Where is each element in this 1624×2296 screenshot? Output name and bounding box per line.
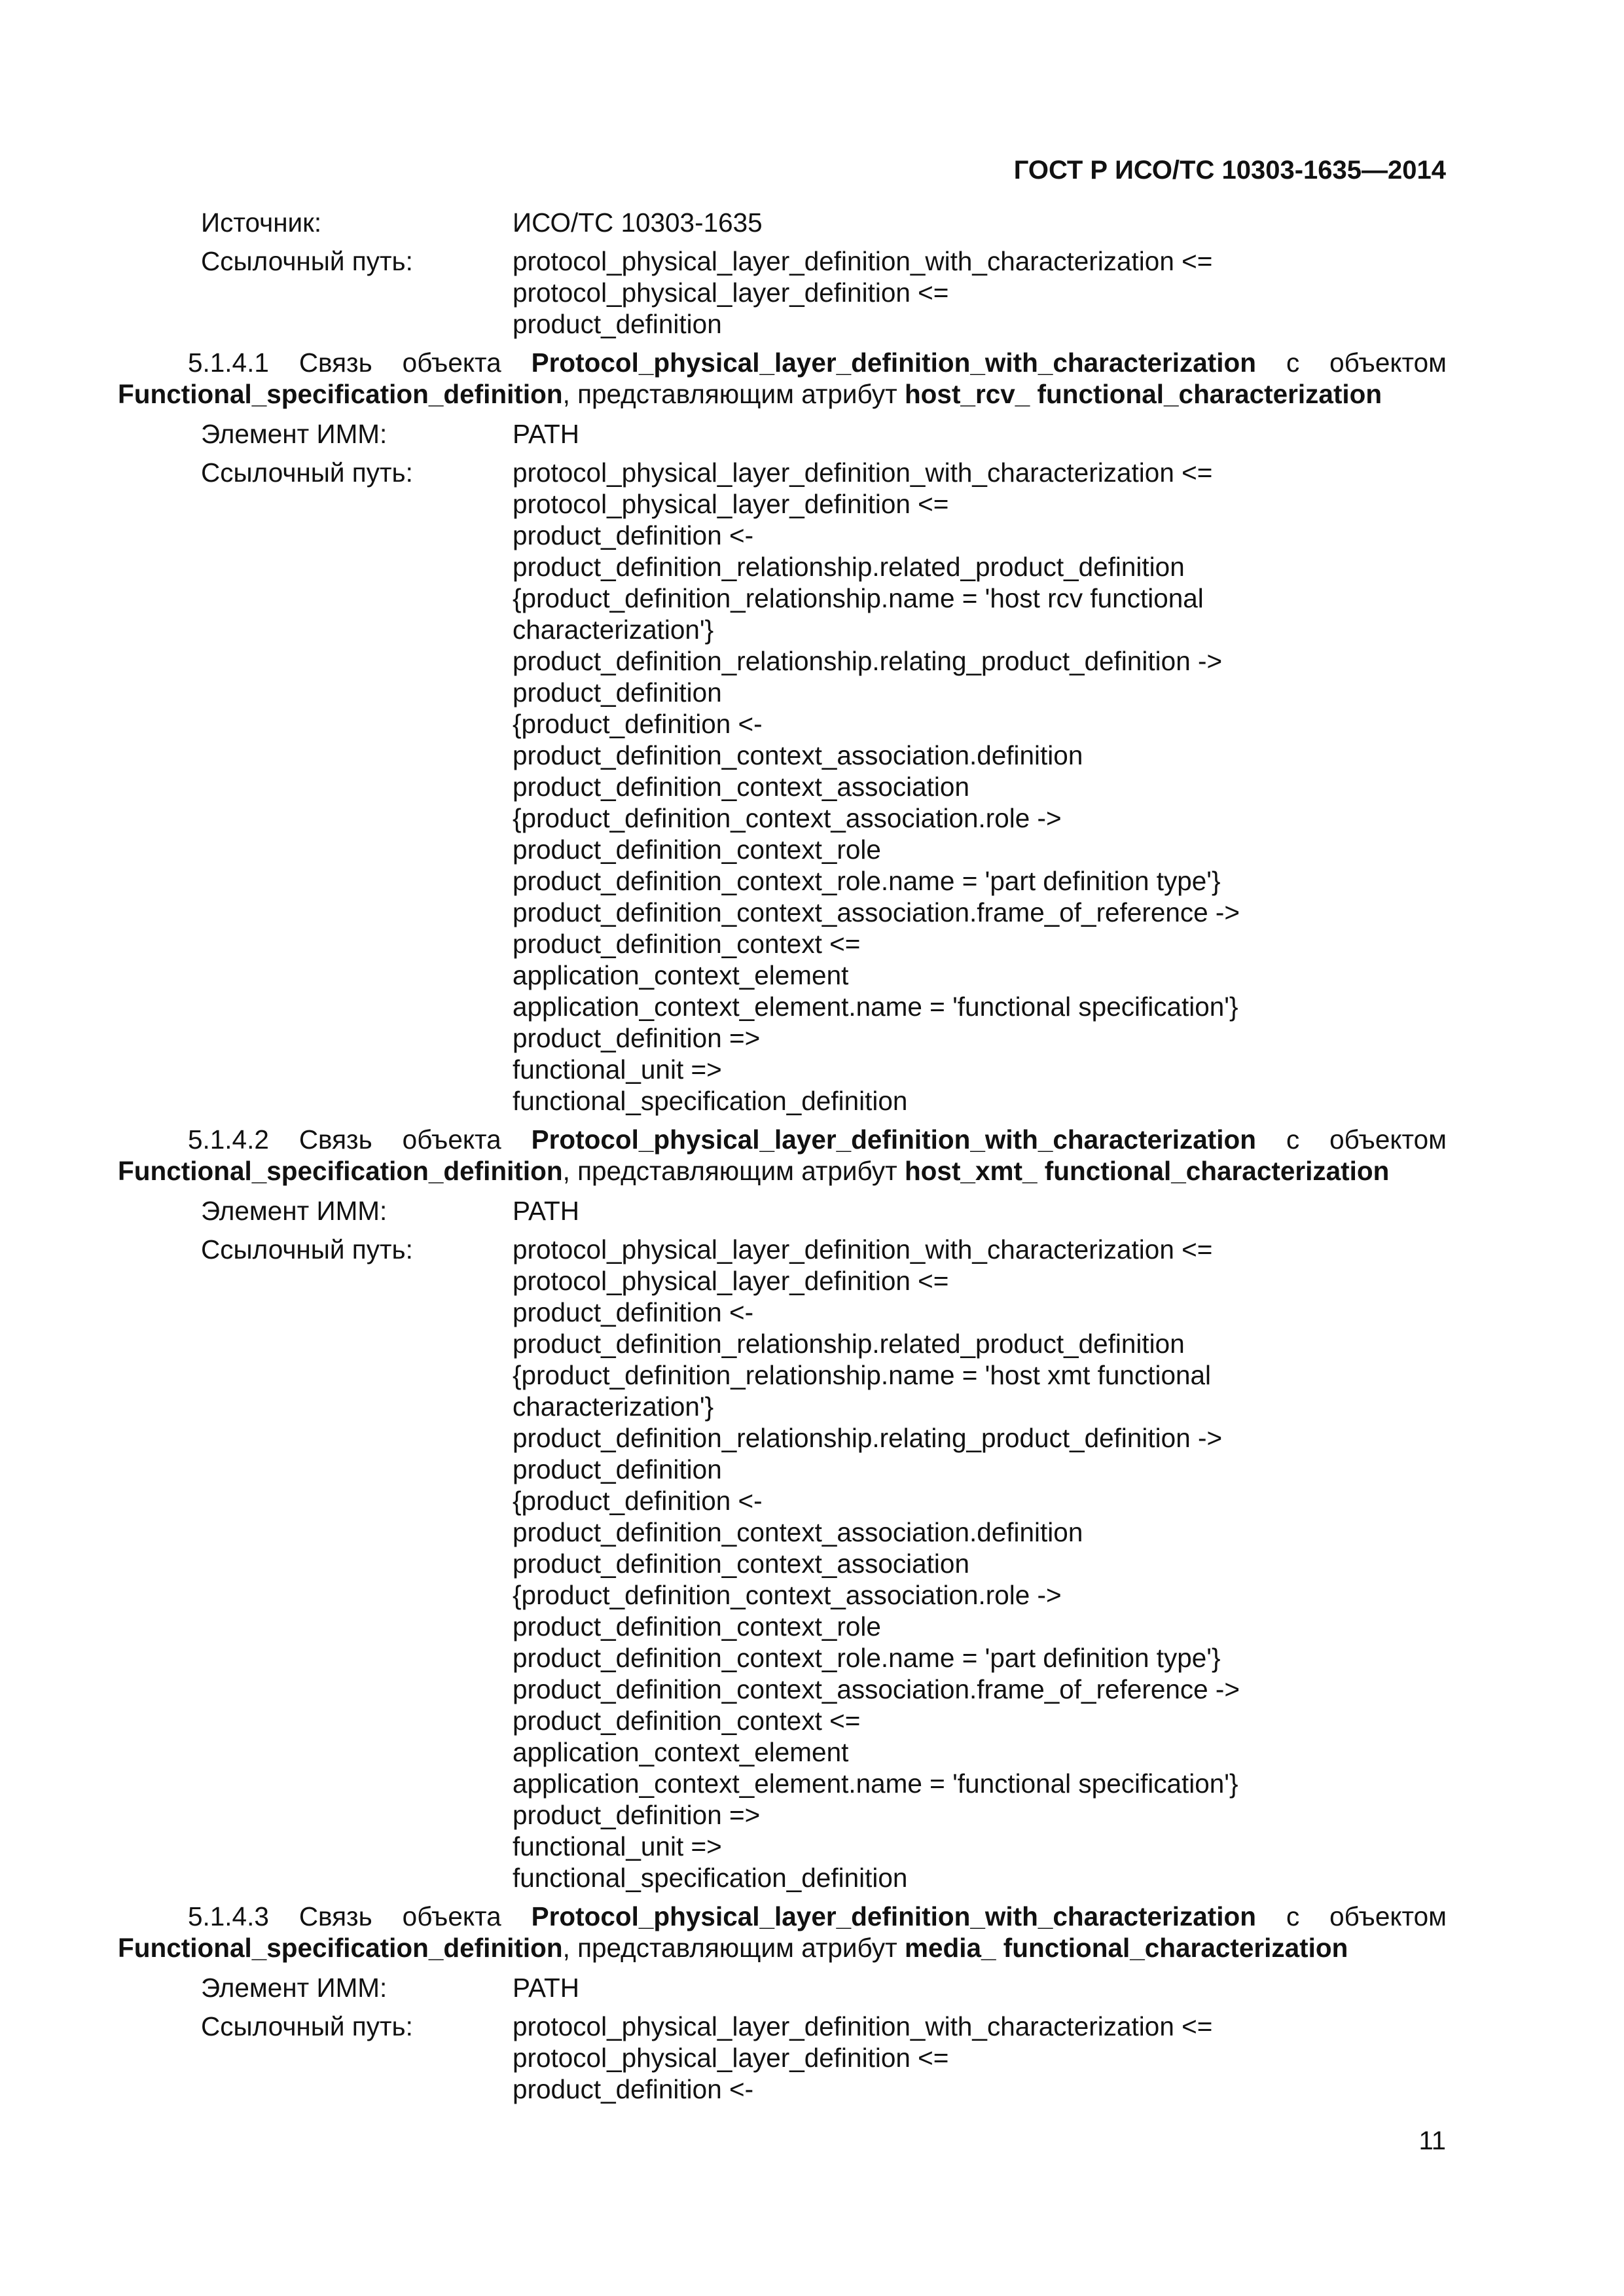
field-value-line: product_definition <- [513,1297,754,1327]
field-value-line: product_definition_relationship.relating_product_definition -> [513,1423,1223,1453]
field-label: Элемент ИММ: [201,1973,388,2003]
field-label: Ссылочный путь: [201,2011,413,2041]
field-value-line: product_definition [513,309,722,339]
field-value-line: functional_unit => [513,1831,722,1861]
field-value-line: characterization'} [513,615,714,645]
entity-name: Protocol_physical_layer_definition_with_characterization [531,348,1256,378]
section-link-text: Связь объекта [298,348,501,378]
field-value-line: product_definition_context_role [513,1611,881,1641]
field-value-line: PATH [513,1973,580,2003]
field-label: Элемент ИММ: [201,1196,388,1226]
section-heading-line [118,1901,1447,1932]
field-value-line: product_definition_context_role [513,834,881,865]
document-header: ГОСТ Р ИСО/ТС 10303-1635—2014 [1013,156,1446,185]
field-value-line: product_definition_context <= [513,1706,861,1736]
field-value-line: functional_specification_definition [513,1086,908,1116]
field-value-line: product_definition <- [513,520,754,550]
field-value-line: product_definition_context_role.name = 'part definition type'} [513,1643,1221,1673]
field-value-line: {product_definition_relationship.name = 'host xmt functional [513,1360,1212,1390]
field-value-line: {product_definition_relationship.name = 'host rcv functional [513,583,1204,613]
section-heading-line [118,1124,1447,1155]
field-value-line: product_definition_context_association.frame_of_reference -> [513,897,1240,927]
field-value-line: protocol_physical_layer_definition <= [513,1266,949,1296]
field-value-line: characterization'} [513,1391,714,1422]
field-value-line: product_definition <- [513,2074,754,2104]
field-value [513,1972,1447,2003]
field-value-line: application_context_element.name = 'functional specification'} [513,992,1238,1022]
field-value-line: product_definition_context_association [513,1549,969,1579]
entity-name: Protocol_physical_layer_definition_with_characterization [531,1124,1256,1155]
field-label: Источник: [201,207,322,238]
section-with-text: с объектом [1286,1124,1447,1155]
field-value-line: ИСО/ТС 10303-1635 [513,207,763,238]
field-value-line: protocol_physical_layer_definition_with_characterization <= [513,2011,1213,2041]
field-value-line: functional_specification_definition [513,1863,908,1893]
field-label: Ссылочный путь: [201,246,413,276]
field-value-line: protocol_physical_layer_definition_with_characterization <= [513,457,1213,488]
section-heading-line [118,378,1447,410]
field-value-line: protocol_physical_layer_definition <= [513,489,949,519]
section-heading [118,347,1447,410]
field-value-line: product_definition_context_association.frame_of_reference -> [513,1674,1240,1704]
entity-name: Protocol_physical_layer_definition_with_characterization [531,1901,1256,1931]
field-value-line: {product_definition <- [513,1486,763,1516]
field-value [513,2011,1447,2105]
target-entity-name: Functional_specification_definition [118,1933,563,1963]
target-entity-name: Functional_specification_definition [118,379,563,409]
field-value-line: {product_definition_context_association.role -> [513,803,1062,833]
section-number: 5.1.4.3 [188,1901,269,1931]
field-label: Ссылочный путь: [201,1234,413,1265]
field-value-line: product_definition_relationship.relating_product_definition -> [513,646,1223,676]
target-entity-name: Functional_specification_definition [118,1156,563,1186]
section-heading [118,1124,1447,1187]
attribute-name: host_xmt_ functional_characterization [904,1156,1390,1186]
field-value-line: protocol_physical_layer_definition <= [513,2043,949,2073]
section-with-text: с объектом [1286,348,1447,378]
field-label: Элемент ИММ: [201,419,388,449]
field-value-line: product_definition [513,677,722,708]
field-value [513,245,1447,340]
field-value-line: product_definition_context_association [513,772,969,802]
field-value-line: product_definition_context_role.name = 'part definition type'} [513,866,1221,896]
section-heading [118,1901,1447,1964]
section-heading-line [118,1155,1447,1187]
field-label: Ссылочный путь: [201,457,413,488]
field-value [513,457,1447,1117]
field-value [513,418,1447,450]
field-value-line: protocol_physical_layer_definition <= [513,278,949,308]
field-value [513,207,1447,238]
field-value-line: application_context_element.name = 'functional specification'} [513,1768,1238,1799]
field-value-line: {product_definition <- [513,709,763,739]
field-value-line: product_definition => [513,1800,761,1830]
field-value-line: product_definition_relationship.related_product_definition [513,552,1185,582]
attribute-intro: , представляющим атрибут [562,1933,897,1963]
field-value-line: PATH [513,419,580,449]
section-link-text: Связь объекта [298,1901,501,1931]
field-value-line: functional_unit => [513,1054,722,1085]
field-value-line: product_definition_context_association.definition [513,1517,1083,1547]
field-value-line: product_definition => [513,1023,761,1053]
section-number: 5.1.4.2 [188,1124,269,1155]
field-value-line: {product_definition_context_association.role -> [513,1580,1062,1610]
attribute-name: media_ functional_characterization [904,1933,1348,1963]
field-value-line: PATH [513,1196,580,1226]
section-link-text: Связь объекта [298,1124,501,1155]
field-value-line: application_context_element [513,960,849,990]
attribute-intro: , представляющим атрибут [562,379,897,409]
attribute-intro: , представляющим атрибут [562,1156,897,1186]
field-value-line: product_definition_relationship.related_product_definition [513,1329,1185,1359]
field-value [513,1195,1447,1227]
page-number: 11 [1418,2126,1446,2155]
attribute-name: host_rcv_ functional_characterization [904,379,1382,409]
field-value [513,1234,1447,1893]
field-value-line: application_context_element [513,1737,849,1767]
field-value-line: product_definition_context_association.definition [513,740,1083,770]
field-value-line: protocol_physical_layer_definition_with_characterization <= [513,1234,1213,1265]
field-value-line: product_definition [513,1454,722,1484]
field-value-line: protocol_physical_layer_definition_with_characterization <= [513,246,1213,276]
field-value-line: product_definition_context <= [513,929,861,959]
section-with-text: с объектом [1286,1901,1447,1931]
section-heading-line [118,1932,1447,1964]
section-heading-line [118,347,1447,378]
section-number: 5.1.4.1 [188,348,269,378]
